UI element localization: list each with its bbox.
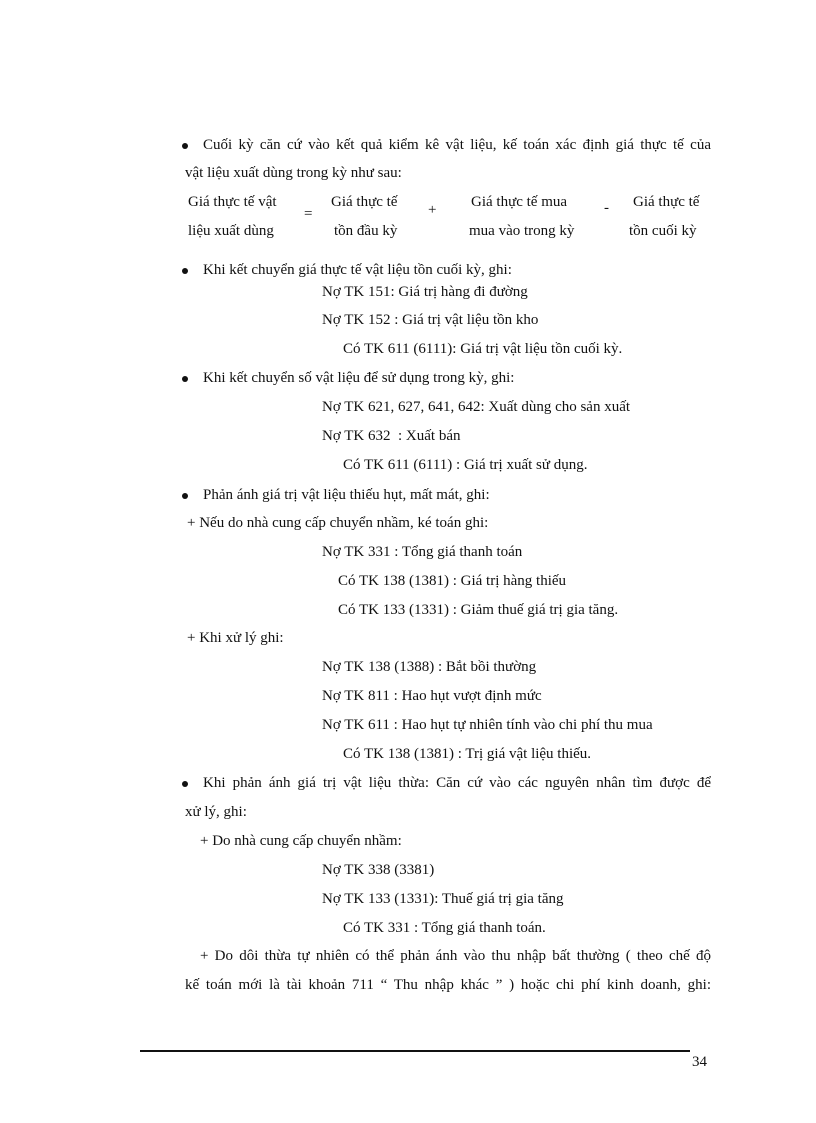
formula-term-4a: Giá thực tế — [633, 194, 700, 210]
footer-rule — [140, 1050, 690, 1052]
entry-credit: Có TK 611 (6111) : Giá trị xuất sử dụng. — [343, 457, 588, 473]
entry-debit: Nợ TK 152 : Giá trị vật liệu tồn kho — [322, 312, 539, 328]
entry-debit: Nợ TK 331 : Tổng giá thanh toán — [322, 544, 523, 560]
bullet-icon — [182, 143, 188, 149]
entry-credit: Có TK 138 (1381) : Trị giá vật liệu thiếu. — [343, 746, 592, 762]
entry-debit: Nợ TK 611 : Hao hụt tự nhiên tính vào chi phí thu mua — [322, 717, 653, 733]
paragraph-line: kế toán mới là tài khoản 711 “ Thu nhập khác ” ) hoặc chi phí kinh doanh, ghi: — [185, 977, 711, 993]
entry-credit: Có TK 138 (1381) : Giá trị hàng thiếu — [338, 573, 567, 589]
entry-debit: Nợ TK 151: Giá trị hàng đi đường — [322, 284, 528, 300]
sub-heading: + Nếu do nhà cung cấp chuyển nhầm, ké toán ghi: — [187, 515, 489, 531]
bullet-icon — [182, 493, 188, 499]
section-title: Khi kết chuyển giá thực tế vật liệu tồn cuối kỳ, ghi: — [203, 262, 512, 278]
entry-debit: Nợ TK 632 : Xuất bán — [322, 428, 461, 444]
sub-heading: + Do nhà cung cấp chuyển nhầm: — [200, 833, 402, 849]
paragraph-line: xử lý, ghi: — [185, 804, 247, 820]
paragraph-line: vật liệu xuất dùng trong kỳ như sau: — [185, 165, 402, 181]
formula-minus: - — [604, 200, 609, 216]
formula-term-4b: tồn cuối kỳ — [629, 223, 697, 239]
formula-term-1a: Giá thực tế vật — [188, 194, 277, 210]
formula-term-2b: tồn đầu kỳ — [334, 223, 398, 239]
entry-debit: Nợ TK 811 : Hao hụt vượt định mức — [322, 688, 542, 704]
sub-heading: + Khi xử lý ghi: — [187, 630, 284, 646]
entry-debit: Nợ TK 138 (1388) : Bắt bồi thường — [322, 659, 537, 675]
entry-credit: Có TK 133 (1331) : Giảm thuế giá trị gia tăng. — [338, 602, 619, 618]
paragraph-line: + Do dôi thừa tự nhiên có thể phản ánh vào thu nhập bất thường ( theo chế độ — [200, 948, 711, 964]
formula-term-3a: Giá thực tế mua — [471, 194, 568, 210]
formula-plus: + — [428, 202, 437, 218]
bullet-icon — [182, 781, 188, 787]
paragraph-line: Cuối kỳ căn cứ vào kết quả kiểm kê vật liệu, kế toán xác định giá thực tế của — [203, 137, 711, 153]
page-number: 34 — [692, 1054, 707, 1070]
section-title: Khi kết chuyển số vật liệu để sử dụng trong kỳ, ghi: — [203, 370, 515, 386]
entry-credit: Có TK 611 (6111): Giá trị vật liệu tồn cuối kỳ. — [343, 341, 623, 357]
formula-term-2a: Giá thực tế — [331, 194, 398, 210]
bullet-icon — [182, 268, 188, 274]
formula-term-1b: liệu xuất dùng — [188, 223, 274, 239]
entry-credit: Có TK 331 : Tổng giá thanh toán. — [343, 920, 546, 936]
section-title: Phản ánh giá trị vật liệu thiếu hụt, mất mát, ghi: — [203, 487, 490, 503]
entry-debit: Nợ TK 338 (3381) — [322, 862, 435, 878]
entry-debit: Nợ TK 621, 627, 641, 642: Xuất dùng cho sản xuất — [322, 399, 631, 415]
entry-debit: Nợ TK 133 (1331): Thuế giá trị gia tăng — [322, 891, 564, 907]
paragraph-line: Khi phản ánh giá trị vật liệu thừa: Căn cứ vào các nguyên nhân tìm được để — [203, 775, 711, 791]
formula-term-3b: mua vào trong kỳ — [469, 223, 575, 239]
formula-equals: = — [304, 206, 313, 222]
bullet-icon — [182, 376, 188, 382]
